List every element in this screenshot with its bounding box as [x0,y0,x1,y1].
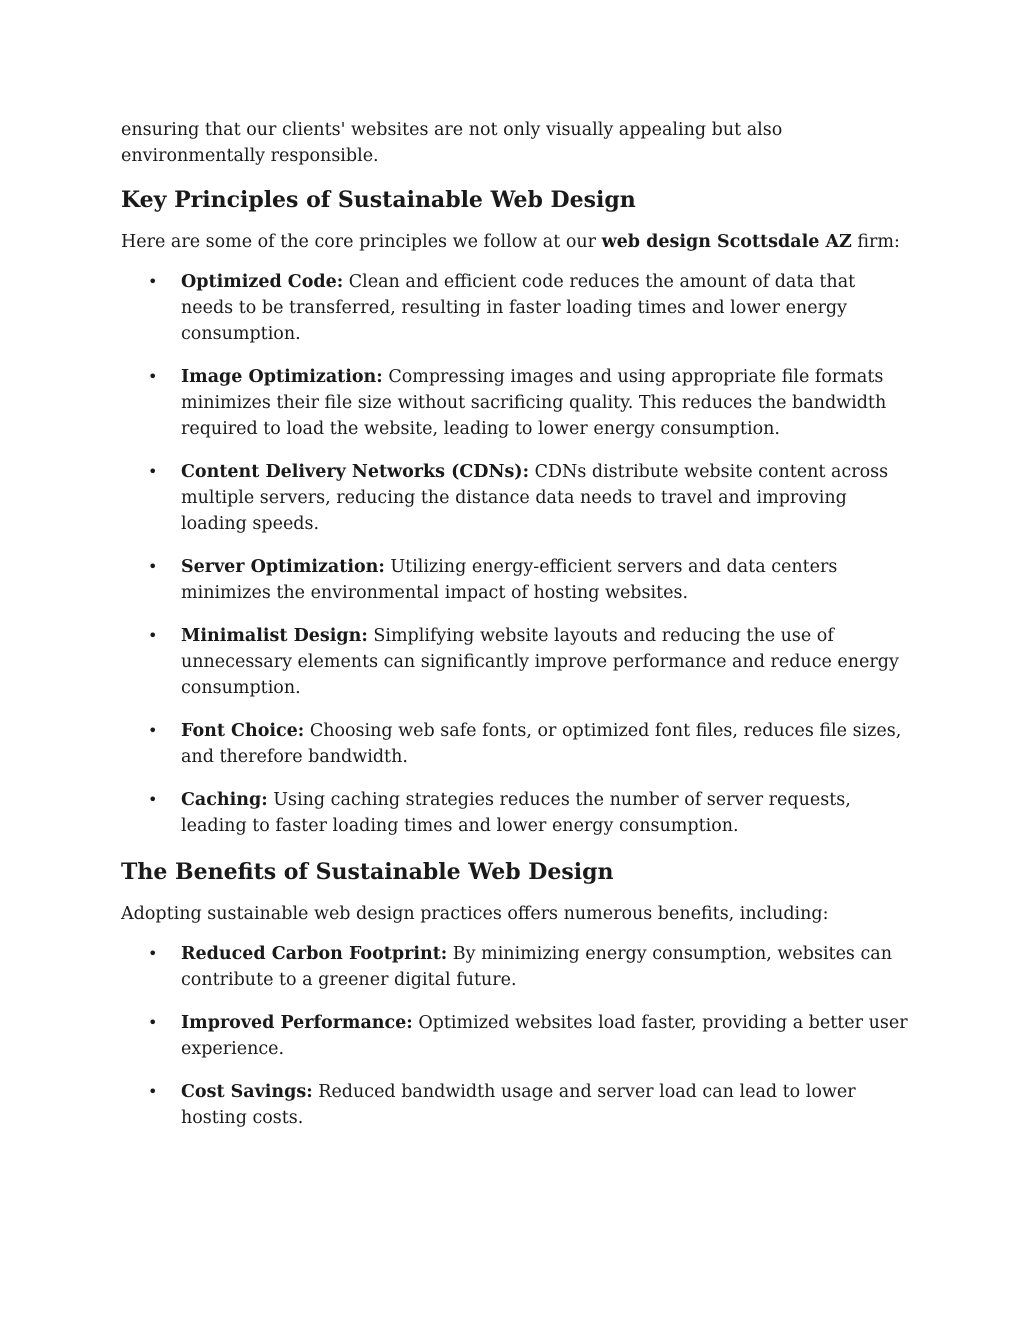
item-term: Image Optimization: [181,367,383,387]
heading-benefits: The Benefits of Sustainable Web Design [121,859,614,885]
intro-text-after: firm: [851,232,900,252]
document-page [121,117,911,1131]
item-text: Compressing images and using appropriate file formats minimizes their file size without sacrificing quality. This reduces the bandwidth required to load the website, leading to lower energy consumption. [181,367,887,439]
item-term: Caching: [181,790,268,810]
list-item [121,459,911,537]
list-item [121,941,911,993]
bullet-icon: • [148,272,158,291]
item-term: Content Delivery Networks (CDNs): [181,462,530,482]
bullet-icon: • [148,367,158,386]
item-text: Simplifying website layouts and reducing the use of unnecessary elements can significantly improve performance and reduce energy consumption. [181,626,899,698]
item-text: Utilizing energy-efficient servers and data centers minimizes the environmental impact of hosting websites. [181,557,838,603]
bullet-icon: • [148,626,158,645]
list-item [121,364,911,442]
item-text: By minimizing energy consumption, websites can contribute to a greener digital future. [181,944,892,990]
bullet-icon: • [148,557,158,576]
principles-intro [121,229,911,255]
bullet-icon: • [148,721,158,740]
list-item [121,1010,911,1062]
intro-bold-link-text: web design Scottsdale AZ [601,232,852,252]
item-term: Minimalist Design: [181,626,368,646]
bullet-icon: • [148,1013,158,1032]
item-text: Optimized websites load faster, providing a better user experience. [181,1013,908,1059]
item-text: Clean and efficient code reduces the amount of data that needs to be transferred, resulting in faster loading times and lower energy consumption. [181,272,856,344]
bullet-icon: • [148,462,158,481]
item-term: Font Choice: [181,721,305,741]
item-term: Server Optimization: [181,557,385,577]
item-term: Cost Savings: [181,1082,313,1102]
principles-list [121,269,911,839]
heading-key-principles: Key Principles of Sustainable Web Design [121,187,636,213]
list-item [121,718,911,770]
item-text: Choosing web safe fonts, or optimized font files, reduces file sizes, and therefore bandwidth. [181,721,902,767]
item-term: Improved Performance: [181,1013,413,1033]
list-item [121,623,911,701]
intro-text-before: Here are some of the core principles we follow at our [121,232,602,252]
bullet-icon: • [148,790,158,809]
opening-paragraph: ensuring that our clients' websites are not only visually appealing but also environmentally responsible. [121,120,783,166]
item-text: Reduced bandwidth usage and server load can lead to lower hosting costs. [181,1082,856,1128]
item-text: Using caching strategies reduces the number of server requests, leading to faster loading times and lower energy consumption. [181,790,851,836]
item-term: Reduced Carbon Footprint: [181,944,448,964]
benefits-intro: Adopting sustainable web design practices offers numerous benefits, including: [121,904,829,924]
bullet-icon: • [148,944,158,963]
list-item [121,1079,911,1131]
item-text: CDNs distribute website content across multiple servers, reducing the distance data needs to travel and improving loading speeds. [181,462,889,534]
list-item [121,554,911,606]
list-item [121,269,911,347]
bullet-icon: • [148,1082,158,1101]
list-item [121,787,911,839]
item-term: Optimized Code: [181,272,344,292]
benefits-list [121,941,911,1131]
